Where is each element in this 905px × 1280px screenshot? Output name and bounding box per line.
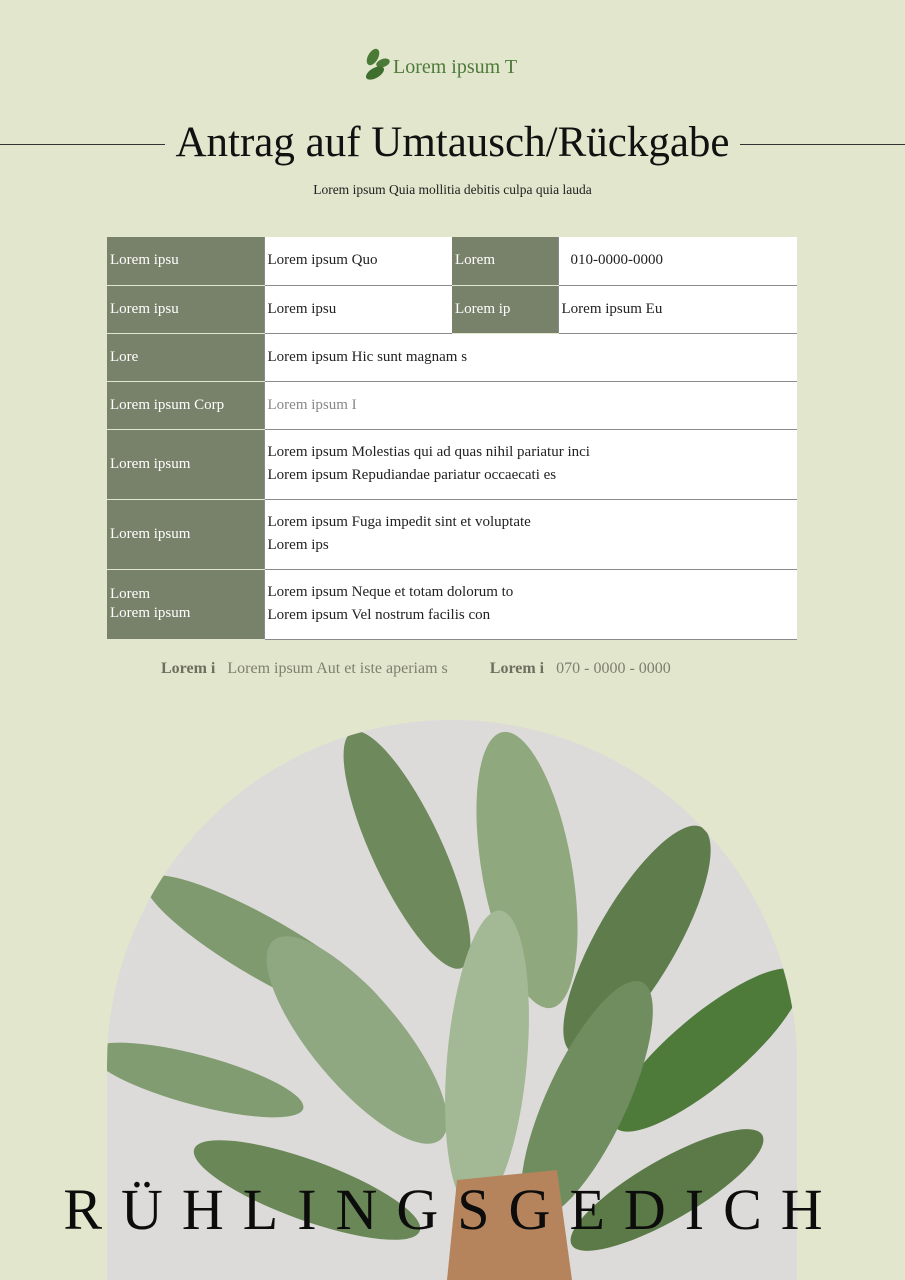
line: Lorem ips [267,537,329,553]
field-label: Lorem ipsu [107,285,264,333]
footer-label: Lorem i [489,660,545,677]
field-value[interactable] [264,429,797,499]
form-row [107,333,797,381]
field-value[interactable]: Lorem ipsum I [264,381,797,429]
banner-text: RÜHLINGSGEDICH [63,1177,842,1242]
field-value[interactable]: Lorem ipsum Hic sunt magnam s [264,333,797,381]
field-label: Lorem [452,237,558,285]
field-value[interactable]: Lorem ipsum Quo [264,237,452,285]
footer-phone: 070 - 0000 - 0000 [556,660,671,677]
logo [363,47,517,83]
subtitle: Lorem ipsum Quia mollitia debitis culpa quia lauda [313,182,592,197]
phone-field[interactable]: 010-0000-0000 [558,237,797,285]
line: Lorem ipsum Vel nostrum facilis con [267,607,491,623]
form-row [107,429,797,499]
form-row [107,569,797,639]
field-label: Lorem ipsum [107,499,264,569]
field-value[interactable]: Lorem ipsum Eu [558,285,797,333]
line: Lorem ipsum Fuga impedit sint et voluptate [267,514,531,530]
form-row [107,285,797,333]
leaf-icon [363,47,391,83]
field-label: Lore [107,333,264,381]
field-value[interactable] [264,569,797,639]
logo-text: Lorem ipsum T [393,55,518,78]
contact-footer [161,660,671,678]
footer-label: Lorem i [161,660,216,677]
form-row [107,237,797,285]
line: Lorem ipsum [110,605,191,621]
field-label: Lorem ipsum [107,429,264,499]
form-row [107,499,797,569]
page-title: Antrag auf Umtausch/Rückgabe [175,119,730,166]
title-block [0,118,905,170]
form-row [107,381,797,429]
line: Lorem [110,586,150,602]
request-form [107,237,797,640]
field-value[interactable] [264,499,797,569]
field-label: Lorem ipsu [107,237,264,285]
line: Lorem ipsum Neque et totam dolorum to [267,584,514,600]
field-label [107,569,264,639]
line: Lorem ipsum Molestias qui ad quas nihil pariatur inci [267,444,590,460]
field-value[interactable]: Lorem ipsu [264,285,452,333]
field-label: Lorem ipsum Corp [107,381,264,429]
field-label: Lorem ip [452,285,558,333]
line: Lorem ipsum Repudiandae pariatur occaecati es [267,467,557,483]
footer-value: Lorem ipsum Aut et iste aperiam s [227,660,448,677]
